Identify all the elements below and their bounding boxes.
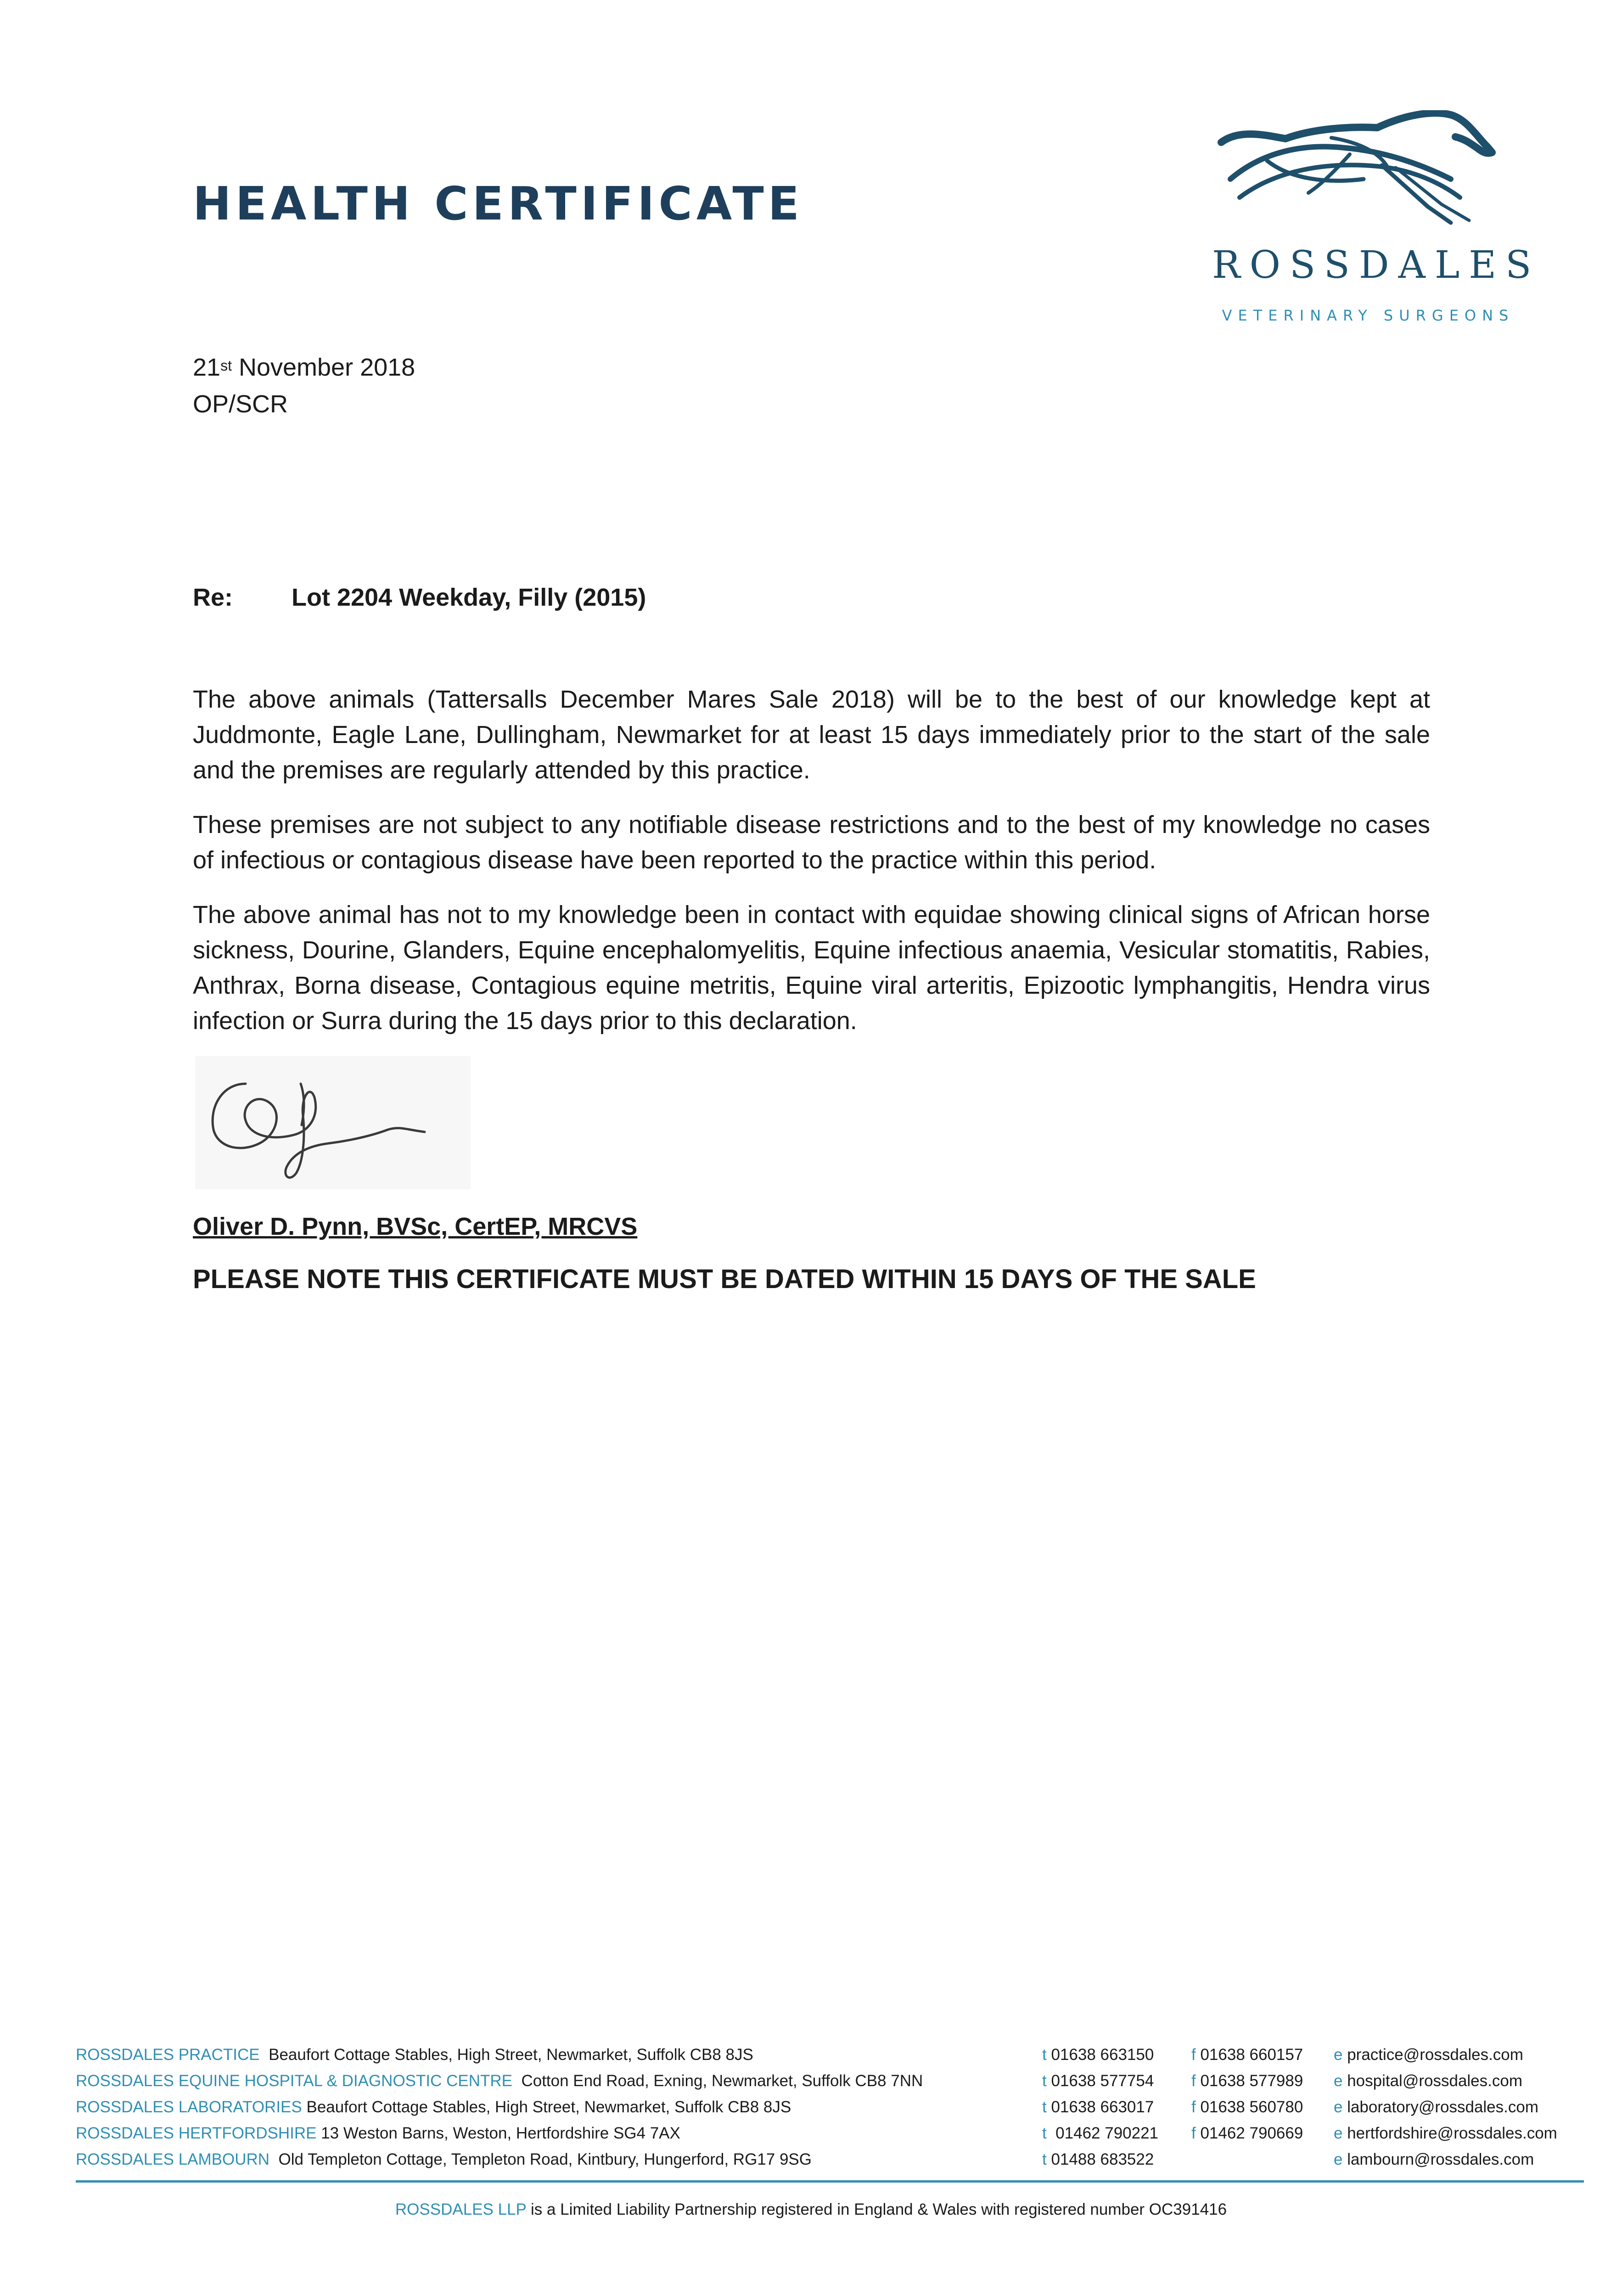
email-link[interactable]: laboratory@rossdales.com <box>1342 2098 1538 2116</box>
email-link[interactable]: hospital@rossdales.com <box>1342 2072 1522 2090</box>
letter-reference: OP/SCR <box>193 390 288 418</box>
subject-line <box>193 583 646 612</box>
rossdales-logo <box>1212 110 1541 331</box>
paragraph: The above animals (Tattersalls December Mares Sale 2018) will be to the best of our knowledge kept at Juddmonte, Eagle Lane, Dullingham, Newmarket for at least 15 days immediately prior to the start of the sale and the premises are regularly attended by this practice. <box>193 686 1430 784</box>
page-title: HEALTH CERTIFICATE <box>193 177 803 231</box>
signer-name: Oliver D. Pynn, BVSc, CertEP, MRCVS <box>193 1213 638 1240</box>
date-block <box>193 349 415 422</box>
footer-contacts <box>76 2046 1586 2177</box>
email-link[interactable]: practice@rossdales.com <box>1342 2046 1523 2064</box>
footer-row: ROSSDALES LABORATORIES Beaufort Cottage Stables, High Street, Newmarket, Suffolk CB8 8JS t 01638 663017 f 01638 560780 e laboratory@rossdales.com <box>76 2098 1538 2116</box>
footer-row: ROSSDALES LAMBOURN Old Templeton Cottage, Templeton Road, Kintbury, Hungerford, RG17 9SG t 01488 683522 e lambourn@rossdales.com <box>76 2150 1534 2168</box>
certificate-note: PLEASE NOTE THIS CERTIFICATE MUST BE DATED WITHIN 15 DAYS OF THE SALE <box>193 1264 1256 1294</box>
logo-wordmark: ROSSDALES <box>1212 243 1541 287</box>
legal-notice <box>0 2200 1622 2219</box>
legal-text: is a Limited Liability Partnership registered in England & Wales with registered number OC391416 <box>526 2200 1227 2218</box>
email-link[interactable]: hertfordshire@rossdales.com <box>1342 2124 1557 2142</box>
paragraph: These premises are not subject to any notifiable disease restrictions and to the best of my knowledge no cases of infectious or contagious disease have been reported to the practice within this period. <box>193 811 1430 874</box>
email-link[interactable]: lambourn@rossdales.com <box>1342 2150 1534 2168</box>
subject-text: Lot 2204 Weekday, Filly (2015) <box>292 584 646 611</box>
logo-subtitle: VETERINARY SURGEONS <box>1222 307 1515 324</box>
letter-body <box>193 682 1430 1058</box>
signature <box>195 1056 471 1189</box>
subject-label: Re: <box>193 584 233 611</box>
letter-date: 21st November 2018 <box>193 354 415 381</box>
footer-row: ROSSDALES PRACTICE Beaufort Cottage Stables, High Street, Newmarket, Suffolk CB8 8JS t 01638 663150 f 01638 660157 e practice@rossdales.com <box>76 2046 1523 2064</box>
signature-icon <box>195 1056 471 1189</box>
paragraph: The above animal has not to my knowledge been in contact with equidae showing clinical signs of African horse sickness, Dourine, Glanders, Equine encephalomyelitis, Equine infectious anaemia, Vesicular stomatitis, Rabies, Anthrax, Borna disease, Contagious equine metritis, Equine viral arteritis, Epizootic lymphangitis, Hendra virus infection or Surra during the 15 days prior to this declaration. <box>193 901 1430 1035</box>
footer-divider <box>76 2180 1584 2183</box>
footer-row: ROSSDALES EQUINE HOSPITAL & DIAGNOSTIC CENTRE Cotton End Road, Exning, Newmarket, Suffolk CB8 7NN t 01638 577754 f 01638 577989 e hospital@rossdales.com <box>76 2072 1522 2090</box>
footer-row: ROSSDALES HERTFORDSHIRE 13 Weston Barns, Weston, Hertfordshire SG4 7AX t 01462 790221 f 01462 790669 e hertfordshire@rossdales.com <box>76 2124 1557 2142</box>
legal-company-name: ROSSDALES LLP <box>395 2200 527 2218</box>
horse-logo-icon <box>1212 110 1524 243</box>
